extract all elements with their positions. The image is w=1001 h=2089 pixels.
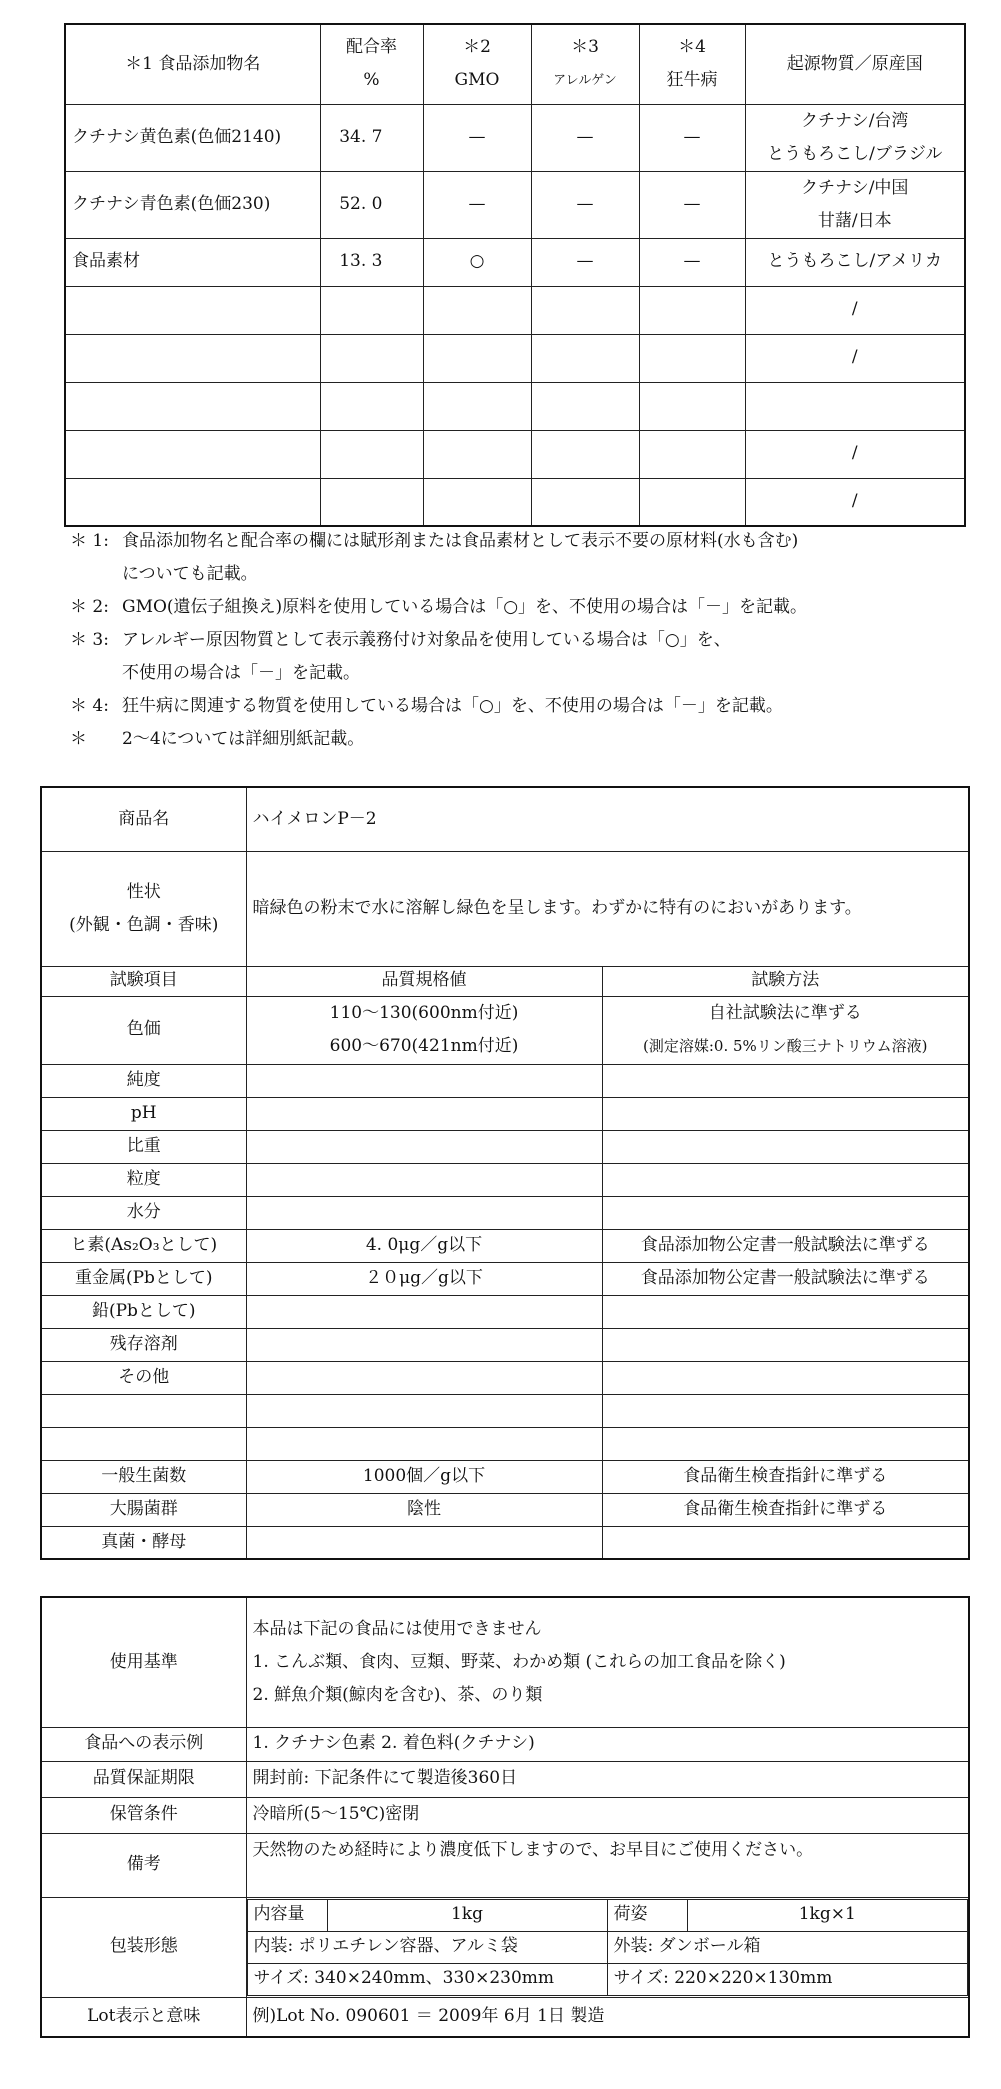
spec-row xyxy=(41,1328,969,1361)
spec-method xyxy=(602,1394,969,1427)
spec-row xyxy=(41,1262,969,1295)
footnote-text: についても記載。 xyxy=(122,564,258,584)
footnote-text: 食品添加物名と配合率の欄には賦形剤または食品素材として表示不要の原材料(水も含む) xyxy=(122,531,799,551)
packaging-detail xyxy=(246,1897,969,1997)
appearance-row xyxy=(41,851,969,966)
footnote xyxy=(70,690,970,723)
header-bse xyxy=(639,24,745,104)
spec-item: 重金属(Pbとして) xyxy=(41,1262,246,1295)
outer-packaging: 外装: ダンボール箱 xyxy=(607,1931,968,1963)
packing-value: 1kg×1 xyxy=(687,1899,968,1931)
additive-row xyxy=(65,430,965,478)
usage-standard-line: 2. 鮮魚介類(鯨肉を含む)、茶、のり類 xyxy=(252,1684,543,1705)
spec-standard xyxy=(246,1328,602,1361)
spec-standard-line: 110～130(600nm付近) xyxy=(329,1003,519,1023)
footnote-mark: ＊ 3: xyxy=(70,630,109,650)
additive-ratio: 52. 0 xyxy=(320,171,423,238)
additive-row xyxy=(65,171,965,238)
inner-packaging: 内装: ポリエチレン容器、アルミ袋 xyxy=(247,1931,607,1963)
additive-origin xyxy=(745,171,965,238)
header-origin: 起源物質／原産国 xyxy=(745,24,965,104)
header-allergen xyxy=(531,24,639,104)
spec-standard-line: 600～670(421nm付近) xyxy=(329,1036,519,1056)
display-row xyxy=(41,1727,969,1761)
header-bse-label: 狂牛病 xyxy=(666,70,718,91)
additive-allergen: — xyxy=(531,104,639,171)
spec-standard: 1000個／g以下 xyxy=(246,1460,602,1493)
spec-row xyxy=(41,1229,969,1262)
additive-bse: — xyxy=(639,171,745,238)
spec-item: 純度 xyxy=(41,1064,246,1097)
appearance-label-line: 性状 xyxy=(126,881,161,902)
spec-method xyxy=(602,1295,969,1328)
spec-row xyxy=(41,1064,969,1097)
spec-method xyxy=(602,1328,969,1361)
header-ratio-unit: % xyxy=(363,70,380,91)
origin-line: 甘藷/日本 xyxy=(817,210,892,231)
usage-standard-label: 使用基準 xyxy=(41,1597,246,1727)
origin-line: クチナシ/中国 xyxy=(801,177,909,198)
expiry: 開封前: 下記条件にて製造後360日 xyxy=(246,1761,969,1797)
spec-method xyxy=(602,1196,969,1229)
spec-row xyxy=(41,1097,969,1130)
spec-standard xyxy=(246,1064,602,1097)
storage-row xyxy=(41,1797,969,1833)
remarks: 天然物のため経時により濃度低下しますので、お早目にご使用ください。 xyxy=(246,1833,969,1897)
spec-standard xyxy=(246,1394,602,1427)
spec-standard xyxy=(246,1361,602,1394)
lot-row xyxy=(41,1997,969,2037)
product-name-row xyxy=(41,787,969,851)
additive-row xyxy=(65,334,965,382)
appearance-label-line: (外観・色調・香味) xyxy=(69,914,219,935)
footnote xyxy=(70,624,970,657)
spec-method-line: 自社試験法に準ずる xyxy=(708,1003,862,1023)
spec-method xyxy=(602,996,969,1064)
spec-row xyxy=(41,1460,969,1493)
additive-allergen: — xyxy=(531,171,639,238)
spec-item: ヒ素(As₂O₃として) xyxy=(41,1229,246,1262)
content-label: 内容量 xyxy=(247,1899,327,1931)
additive-row xyxy=(65,238,965,286)
header-allergen-label: アレルゲン xyxy=(553,73,617,89)
usage-standard-line: 1. こんぶ類、食肉、豆類、野菜、わかめ類 (これらの加工食品を除く) xyxy=(252,1651,786,1672)
origin-line: クチナシ/台湾 xyxy=(801,110,909,131)
usage-standard xyxy=(246,1597,969,1727)
footnote-mark: ＊ 2: xyxy=(70,597,109,617)
footnote-text: 2～4については詳細別紙記載。 xyxy=(122,729,365,749)
spec-item: 色価 xyxy=(41,996,246,1064)
header-test-item: 試験項目 xyxy=(41,966,246,996)
storage-label: 保管条件 xyxy=(41,1797,246,1833)
spec-method: 食品添加物公定書一般試験法に準ずる xyxy=(602,1229,969,1262)
header-gmo xyxy=(423,24,531,104)
footnote-text: GMO(遺伝子組換え)原料を使用している場合は「○」を、不使用の場合は「－」を記載。 xyxy=(122,597,808,617)
header-gmo-label: GMO xyxy=(454,70,500,91)
header-bse-mark: ＊4 xyxy=(678,37,706,58)
content-value: 1kg xyxy=(327,1899,607,1931)
additive-row xyxy=(65,286,965,334)
spec-method xyxy=(602,1097,969,1130)
origin-line: とうもろこし/ブラジル xyxy=(767,143,943,164)
additive-row xyxy=(65,478,965,526)
additive-origin: とうもろこし/アメリカ xyxy=(745,238,965,286)
spec-standard xyxy=(246,1295,602,1328)
spec-method xyxy=(602,1361,969,1394)
spec-standard xyxy=(246,1196,602,1229)
header-method: 試験方法 xyxy=(602,966,969,996)
spec-row xyxy=(41,1163,969,1196)
header-allergen-mark: ＊3 xyxy=(571,37,599,58)
spec-standard xyxy=(246,1526,602,1559)
spec-item: 大腸菌群 xyxy=(41,1493,246,1526)
spec-method-line: (測定溶媒:0. 5%リン酸三ナトリウム溶液) xyxy=(643,1037,928,1055)
outer-size: サイズ: 220×220×130mm xyxy=(607,1963,968,1995)
spec-method xyxy=(602,1064,969,1097)
additive-origin: / xyxy=(745,478,965,526)
spec-method xyxy=(602,1130,969,1163)
additive-gmo: ○ xyxy=(423,238,531,286)
spec-standard xyxy=(246,1427,602,1460)
spec-item xyxy=(41,1427,246,1460)
usage-standard-row xyxy=(41,1597,969,1727)
footnote-text: 狂牛病に関連する物質を使用している場合は「○」を、不使用の場合は「－」を記載。 xyxy=(122,696,783,716)
spec-item xyxy=(41,1394,246,1427)
additive-bse: — xyxy=(639,104,745,171)
display-example: 1. クチナシ色素 2. 着色料(クチナシ) xyxy=(246,1727,969,1761)
packaging-row xyxy=(41,1897,969,1997)
spec-row xyxy=(41,1361,969,1394)
footnote xyxy=(70,525,970,558)
footnotes xyxy=(70,525,970,756)
packaging-grid xyxy=(247,1899,969,1996)
display-label: 食品への表示例 xyxy=(41,1727,246,1761)
spec-item: 鉛(Pbとして) xyxy=(41,1295,246,1328)
header-ratio-line: 配合率 xyxy=(346,37,397,58)
header-ratio xyxy=(320,24,423,104)
spec-row xyxy=(41,1130,969,1163)
footnote xyxy=(70,591,970,624)
spec-method: 食品衛生検査指針に準ずる xyxy=(602,1493,969,1526)
spec-method xyxy=(602,1163,969,1196)
spec-item: 比重 xyxy=(41,1130,246,1163)
remarks-row xyxy=(41,1833,969,1897)
spec-method: 食品添加物公定書一般試験法に準ずる xyxy=(602,1262,969,1295)
additive-gmo: — xyxy=(423,171,531,238)
remarks-label: 備考 xyxy=(41,1833,246,1897)
spec-row xyxy=(41,1196,969,1229)
spec-item: 一般生菌数 xyxy=(41,1460,246,1493)
additive-ratio: 13. 3 xyxy=(320,238,423,286)
spec-method xyxy=(602,1427,969,1460)
additive-bse: — xyxy=(639,238,745,286)
packing-label: 荷姿 xyxy=(607,1899,687,1931)
header-standard: 品質規格値 xyxy=(246,966,602,996)
spec-table xyxy=(40,786,970,1560)
spec-header-row xyxy=(41,966,969,996)
expiry-label: 品質保証期限 xyxy=(41,1761,246,1797)
footnote-mark: ＊ xyxy=(70,729,87,749)
additives-table xyxy=(64,23,966,527)
packaging-label: 包装形態 xyxy=(41,1897,246,1997)
spec-row xyxy=(41,1493,969,1526)
appearance-label xyxy=(41,851,246,966)
additive-name: 食品素材 xyxy=(65,238,320,286)
spec-standard: ２０μg／g以下 xyxy=(246,1262,602,1295)
spec-standard xyxy=(246,1163,602,1196)
spec-standard: 4. 0μg／g以下 xyxy=(246,1229,602,1262)
spec-row xyxy=(41,1526,969,1559)
footnote-text: 不使用の場合は「－」を記載。 xyxy=(122,663,360,683)
product-name: ハイメロンP－2 xyxy=(246,787,969,851)
spec-row xyxy=(41,1295,969,1328)
usage-table xyxy=(40,1596,970,2038)
footnote-mark: ＊ 1: xyxy=(70,531,109,551)
footnote-mark: ＊ 4: xyxy=(70,696,109,716)
additive-row xyxy=(65,382,965,430)
product-name-label: 商品名 xyxy=(41,787,246,851)
spec-item: pH xyxy=(41,1097,246,1130)
spec-item: 水分 xyxy=(41,1196,246,1229)
additive-name: クチナシ黄色素(色価2140) xyxy=(65,104,320,171)
additive-gmo: — xyxy=(423,104,531,171)
spec-standard: 陰性 xyxy=(246,1493,602,1526)
header-gmo-mark: ＊2 xyxy=(463,37,491,58)
lot-meaning: 例)Lot No. 090601 ＝ 2009年 6月 1日 製造 xyxy=(246,1997,969,2037)
additives-header-row xyxy=(65,24,965,104)
additive-name: クチナシ青色素(色価230) xyxy=(65,171,320,238)
spec-item: 粒度 xyxy=(41,1163,246,1196)
expiry-row xyxy=(41,1761,969,1797)
storage: 冷暗所(5～15℃)密閉 xyxy=(246,1797,969,1833)
inner-size: サイズ: 340×240mm、330×230mm xyxy=(247,1963,607,1995)
footnote-text: アレルギー原因物質として表示義務付け対象品を使用している場合は「○」を、 xyxy=(122,630,731,650)
lot-label: Lot表示と意味 xyxy=(41,1997,246,2037)
additive-origin: / xyxy=(745,334,965,382)
footnote xyxy=(70,723,970,756)
additive-origin: / xyxy=(745,286,965,334)
additive-origin xyxy=(745,382,965,430)
additive-origin xyxy=(745,104,965,171)
spec-row xyxy=(41,996,969,1064)
spec-row xyxy=(41,1427,969,1460)
spec-item: 真菌・酵母 xyxy=(41,1526,246,1559)
spec-method xyxy=(602,1526,969,1559)
spec-standard xyxy=(246,1130,602,1163)
spec-standard xyxy=(246,996,602,1064)
spec-standard xyxy=(246,1097,602,1130)
spec-item: その他 xyxy=(41,1361,246,1394)
additive-ratio: 34. 7 xyxy=(320,104,423,171)
spec-row xyxy=(41,1394,969,1427)
additive-origin: / xyxy=(745,430,965,478)
additive-row xyxy=(65,104,965,171)
appearance-text: 暗緑色の粉末で水に溶解し緑色を呈します。わずかに特有のにおいがあります。 xyxy=(246,851,969,966)
additive-allergen: — xyxy=(531,238,639,286)
spec-item: 残存溶剤 xyxy=(41,1328,246,1361)
spec-rows xyxy=(41,1064,969,1559)
header-additive-name: ＊1 食品添加物名 xyxy=(65,24,320,104)
spec-method: 食品衛生検査指針に準ずる xyxy=(602,1460,969,1493)
usage-standard-line: 本品は下記の食品には使用できません xyxy=(252,1618,542,1639)
